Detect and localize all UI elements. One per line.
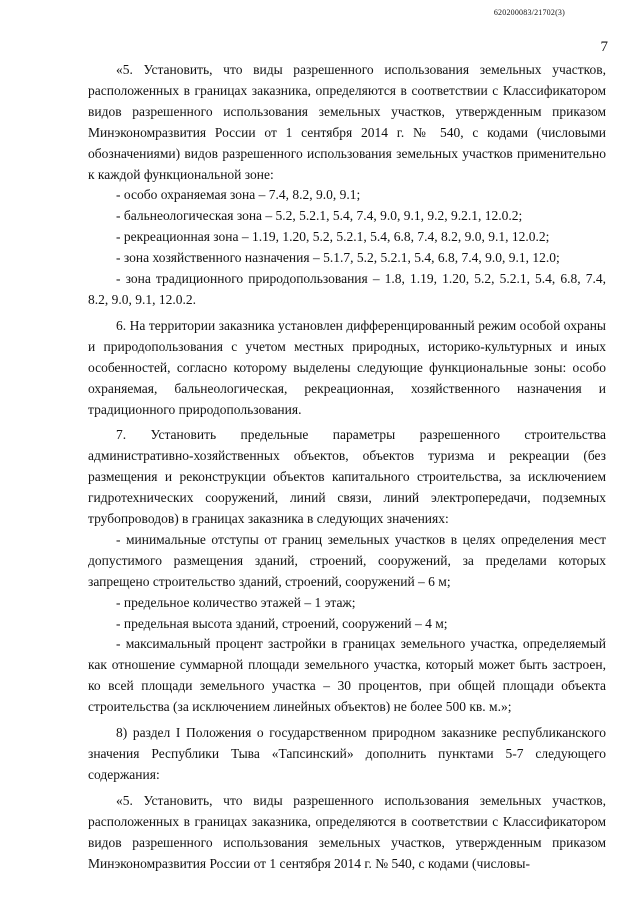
list-item-zone: - бальнеологическая зона – 5.2, 5.2.1, 5.4, 7.4, 9.0, 9.1, 9.2, 9.2.1, 12.0.2; xyxy=(116,208,523,224)
list-item-zone: - особо охраняемая зона – 7.4, 8.2, 9.0, 9.1; xyxy=(116,187,361,203)
document-body xyxy=(88,60,606,874)
document-code: 620200083/21702(3) xyxy=(493,8,565,17)
list-item-zone: - зона хозяйственного назначения – 5.1.7, 5.2, 5.2.1, 5.4, 6.8, 7.4, 9.0, 9.1, 12.0; xyxy=(116,250,560,266)
list-item-zone: - рекреационная зона – 1.19, 1.20, 5.2, 5.2.1, 5.4, 6.8, 7.4, 8.2, 9.0, 9.1, 12.0.2; xyxy=(116,229,550,245)
paragraph-clause-7: 7. Установить предельные параметры разрешенного строительства административно-хозяйственных объектов, объектов туризма и рекреации (без размещения и реконструкции объектов капитального строительства, за исключением гидротехнических сооружений, линий связи, линий электропередачи, подземных трубопроводов) в границах заказника в следующих значениях: xyxy=(88,427,606,527)
list-item-zone: - зона традиционного природопользования – 1.8, 1.19, 1.20, 5.2, 5.2.1, 5.4, 6.8, 7.4, 8.2, 9.0, 9.1, 12.0.2. xyxy=(88,271,606,307)
paragraph-amendment-8: 8) раздел I Положения о государственном природном заказнике республиканского значения Республики Тыва «Тапсинский» дополнить пунктами 5-7 следующего содержания: xyxy=(88,725,606,782)
list-item-parameter: - максимальный процент застройки в границах земельного участка, определяемый как отношение суммарной площади земельного участка, который может быть застроен, ко всей площади земельного участка – 30 процентов, при общей площади объекта строительства (за исключением линейных объектов) не более 500 кв. м.»; xyxy=(88,636,606,715)
list-item-parameter: - предельная высота зданий, строений, сооружений – 4 м; xyxy=(116,615,448,631)
paragraph-clause-5-repeat: «5. Установить, что виды разрешенного использования земельных участков, расположенных в границах заказника, определяются в соответствии с Классификатором видов разрешенного использования земельных участков, утвержденным приказом Минэкономразвития России от 1 сентября 2014 г. № 540, с кодами (числовы- xyxy=(88,792,606,871)
page-number: 7 xyxy=(600,39,608,55)
list-item-parameter: - предельное количество этажей – 1 этаж; xyxy=(116,594,356,610)
list-item-parameter: - минимальные отступы от границ земельных участков в целях определения мест допустимого размещения зданий, строений, сооружений, за пределами которых запрещено строительство зданий, строений, сооружений – 6 м; xyxy=(88,531,606,589)
paragraph-clause-5: «5. Установить, что виды разрешенного использования земельных участков, расположенных в границах заказника, определяются в соответствии с Классификатором видов разрешенного использования земельных участков, утвержденным приказом Минэкономразвития России от 1 сентября 2014 г. № 540, с кодами (числовыми обозначениями) видов разрешенного использования земельных участков применительно к каждой функциональной зоне: xyxy=(88,62,606,182)
paragraph-clause-6: 6. На территории заказника установлен дифференцированный режим особой охраны и природопользования с учетом местных природных, историко-культурных и иных особенностей, согласно которому выделены следующие функциональные зоны: особо охраняемая, бальнеологическая, рекреационная, хозяйственного назначения и традиционного природопользования. xyxy=(88,317,606,417)
